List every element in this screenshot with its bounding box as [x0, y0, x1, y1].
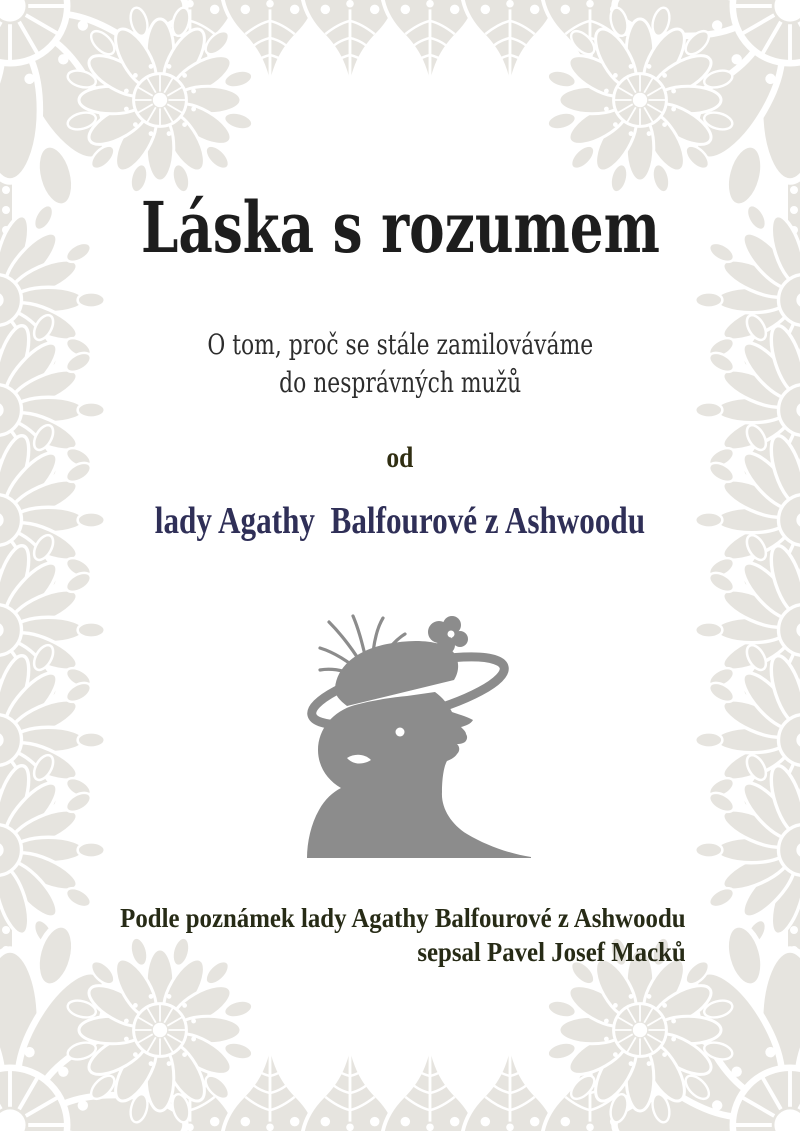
- credit-line-1: [46, 901, 686, 935]
- author-row: [0, 499, 800, 543]
- subtitle-line-1-text: O tom, proč se stále zamilováváme: [207, 328, 593, 361]
- earring: [396, 728, 405, 737]
- subtitle-line-2: [0, 364, 800, 402]
- byline-row: [0, 441, 800, 475]
- lady-silhouette-illustration: [289, 608, 535, 858]
- author-name: lady Agathy Balfourové z Ashwoodu: [154, 500, 646, 542]
- lady-silhouette-svg: [289, 608, 535, 858]
- book-subtitle: [0, 326, 800, 402]
- credit-line-2-text: sepsal Pavel Josef Macků: [417, 937, 686, 967]
- subtitle-line-1: [0, 326, 800, 364]
- byline-prefix: od: [386, 441, 414, 474]
- book-title: Láska s rozumem: [140, 186, 660, 269]
- credit-line-2: [46, 935, 686, 969]
- title-row: [0, 188, 800, 268]
- head-and-bust: [307, 692, 531, 858]
- credit-line-1-text: Podle poznámek lady Agathy Balfourové z Ashwoodu: [120, 903, 686, 933]
- credit-block: [46, 901, 686, 969]
- subtitle-line-2-text: do nesprávných mužů: [278, 366, 522, 399]
